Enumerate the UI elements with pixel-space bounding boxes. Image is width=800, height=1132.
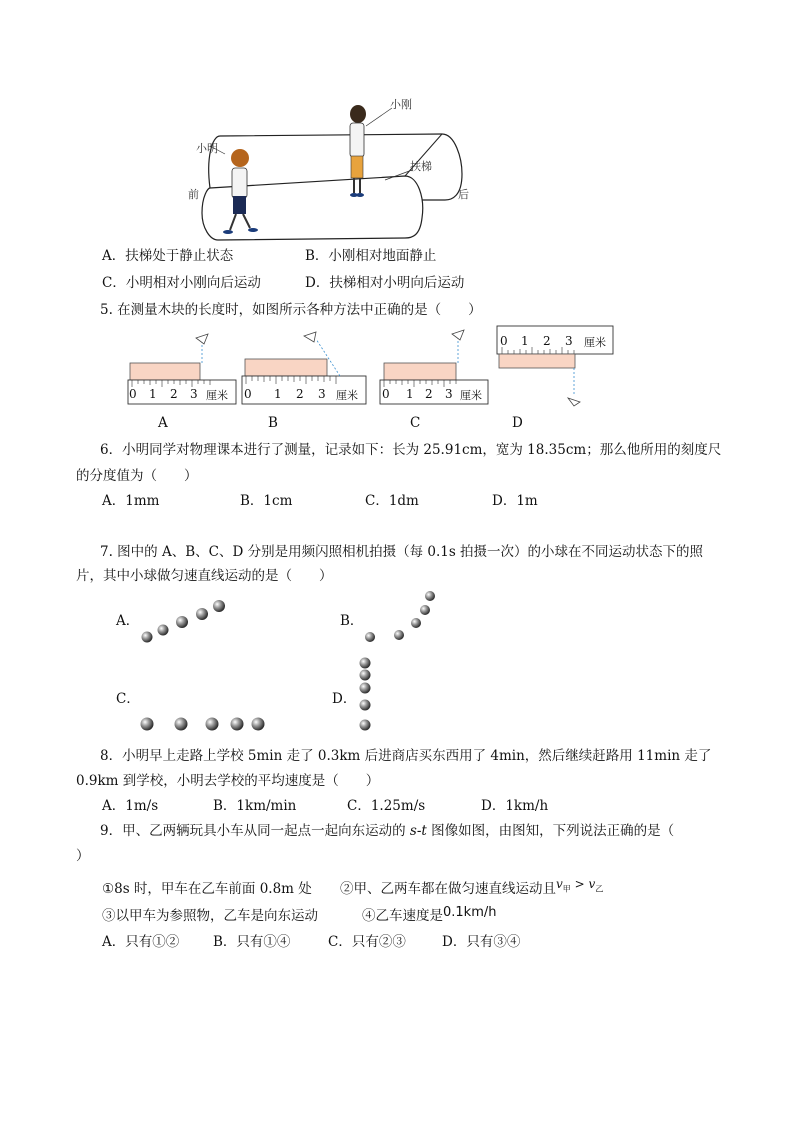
q5-label-d: D: [512, 415, 523, 431]
label-xiao-ming: 小明: [196, 142, 218, 155]
q7-label-d: D．: [332, 691, 357, 707]
escalator-figure: [180, 88, 480, 250]
q9-stem-line1: 9．甲、乙两辆玩具小车从同一起点一起向东运动的 s-t 图像如图，由图知，下列说法正确的是（: [100, 823, 675, 839]
q9-option-c: C．只有②③: [328, 934, 406, 950]
q7-label-a: A．: [116, 613, 140, 629]
q9-statement-1: ①8s 时，甲车在乙车前面 0.8m 处: [102, 881, 312, 897]
q7-stem-line1: 7. 图中的 A、B、C、D 分别是用频闪照相机拍摄（每 0.1s 拍摄一次）的小球在不同运动状态下的照: [100, 544, 704, 560]
q9-option-d: D．只有③④: [442, 934, 521, 950]
q9-option-b: B．只有①④: [213, 934, 291, 950]
q4-option-d: D．扶梯相对小明向后运动: [305, 275, 465, 291]
q8-option-d: D．1km/h: [481, 798, 549, 814]
q9-option-a: A．只有①②: [102, 934, 180, 950]
q9-statement-4: ④乙车速度是0.1km/h: [362, 905, 497, 924]
q8-option-a: A．1m/s: [102, 798, 159, 814]
strobe-balls-c: [141, 718, 265, 731]
wood-block: [245, 359, 327, 376]
eye-icon: [452, 330, 464, 340]
eye-icon: [568, 398, 580, 406]
q6-option-a: A．1mm: [102, 493, 160, 509]
q4-option-b: B．小刚相对地面静止: [305, 248, 437, 264]
q6-stem-line1: 6．小明同学对物理课本进行了测量，记录如下：长为 25.91cm，宽为 18.35cm；那么他所用的刻度尺: [100, 442, 722, 458]
label-back: 后: [458, 188, 469, 201]
q5-label-b: B: [268, 415, 278, 431]
q4-option-c: C．小明相对小刚向后运动: [102, 275, 261, 291]
eye-icon: [304, 332, 316, 342]
strobe-balls-d: [360, 658, 371, 731]
q8-option-b: B．1km/min: [213, 798, 297, 814]
q8-stem-line2: 0.9km 到学校，小明去学校的平均速度是（ ）: [76, 773, 380, 789]
q7-label-c: C．: [116, 691, 140, 707]
q6-option-c: C．1dm: [365, 493, 419, 509]
wood-block: [499, 354, 575, 368]
q8-stem-line1: 8．小明早上走路上学校 5min 走了 0.3km 后进商店买东西用了 4min，然后继续赶路用 11min 走了: [100, 748, 712, 764]
strobe-photo-figure: [0, 580, 800, 740]
q6-stem-line2: 的分度值为（ ）: [76, 468, 198, 484]
q8-option-c: C．1.25m/s: [347, 798, 426, 814]
strobe-balls-a: [142, 600, 226, 643]
q6-option-d: D．1m: [492, 493, 538, 509]
q5-label-a: A: [158, 415, 168, 431]
eye-icon: [196, 334, 208, 344]
strobe-balls-b: [365, 591, 435, 642]
q9-statement-3: ③以甲车为参照物，乙车是向东运动: [102, 908, 318, 924]
wood-block: [130, 363, 200, 380]
label-front: 前: [188, 188, 199, 201]
label-escalator: 扶梯: [410, 160, 432, 173]
q6-option-b: B．1cm: [240, 493, 293, 509]
wood-block: [384, 363, 456, 380]
q7-stem-line2: 片，其中小球做匀速直线运动的是（ ）: [76, 568, 333, 584]
q4-option-a: A．扶梯处于静止状态: [102, 248, 234, 264]
q9-statement-2: ②甲、乙两车都在做匀速直线运动且$v_甲 > v_乙$: [340, 877, 604, 897]
label-xiao-gang: 小刚: [390, 98, 412, 111]
q9-stem-line2: ）: [76, 848, 90, 864]
q5-stem: 5. 在测量木块的长度时，如图所示各种方法中正确的是（ ）: [100, 302, 482, 318]
q5-label-c: C: [410, 415, 421, 431]
q9-velocity-relation: $v_甲 > v_乙$: [556, 877, 604, 894]
q7-label-b: B．: [340, 613, 364, 629]
